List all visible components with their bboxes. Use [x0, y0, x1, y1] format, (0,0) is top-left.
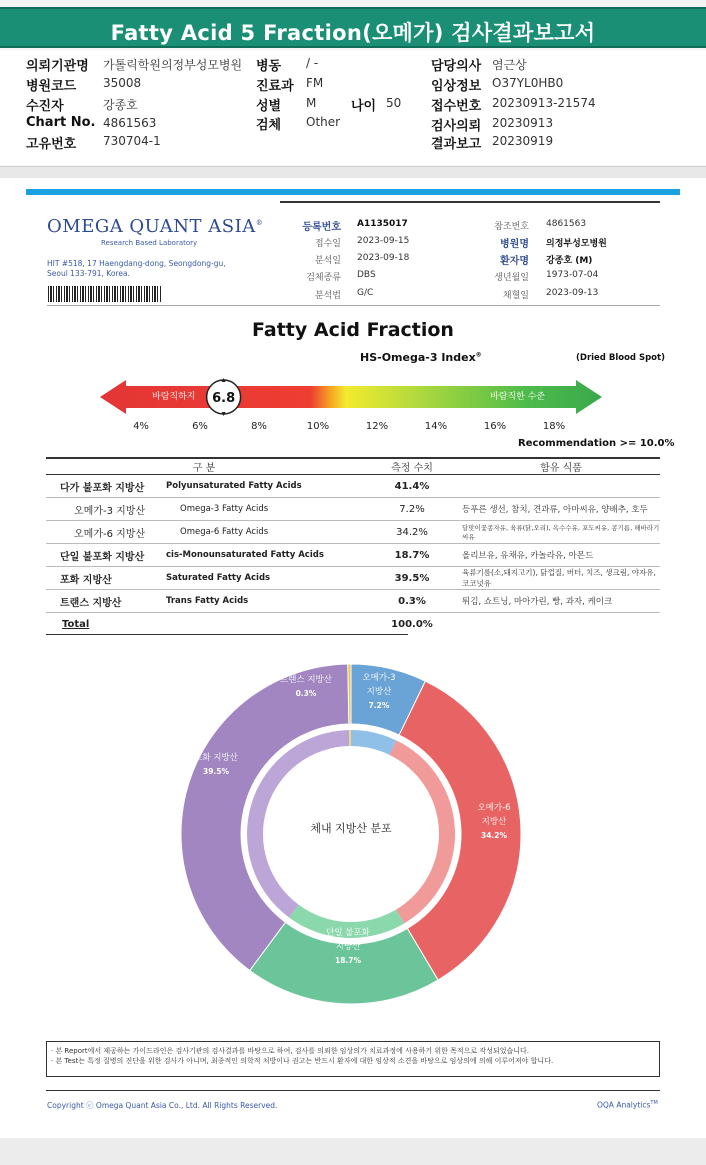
donut-label-value: 34.2% [480, 831, 508, 840]
sample-type-label: 검체종류 [306, 273, 341, 283]
total-rule [46, 634, 408, 635]
table-row [46, 498, 660, 521]
dob-value: 1973-07-04 [546, 270, 599, 280]
row-food: 등푸른 생선, 참치, 견과류, 아마씨유, 양배추, 호두 [462, 498, 660, 521]
table-row [46, 475, 660, 498]
gauge-tick-label: 12% [365, 421, 389, 432]
row-value: 41.4% [362, 475, 462, 498]
analyzed-label: 분석일 [314, 256, 341, 266]
footer-rule [46, 1090, 660, 1091]
lab-logo [47, 216, 263, 237]
donut-label-value: 0.3% [295, 689, 317, 698]
request-value: 20230913 [492, 116, 554, 130]
logo-text: OMEGA QUANT ASIA [47, 216, 256, 237]
gauge-value: 6.8 [212, 391, 236, 406]
doctor-label: 담당의사 [431, 59, 482, 74]
dept-label: 진료과 [256, 79, 294, 94]
title-bar [0, 7, 706, 48]
recv-label: 수진자 [26, 99, 64, 114]
table-row [46, 590, 660, 613]
report-title: Fatty Acid 5 Fraction(오메가) 검사결과보고서 [110, 21, 596, 45]
row-food: 달맞이꽃종자유, 육류(닭,오리), 옥수수유, 포도씨유, 콩기름, 해바라기씨유 [462, 521, 660, 544]
row-kor: 포화 지방산 [46, 567, 166, 590]
accent-bar [26, 189, 680, 195]
row-kor: 오메가-3 지방산 [46, 498, 166, 521]
fatty-acid-table [46, 457, 660, 636]
row-eng: Trans Fatty Acids [166, 590, 362, 613]
total-spacer [166, 613, 362, 636]
row-food: 튀김, 쇼트닝, 마아가린, 빵, 과자, 케이크 [462, 590, 660, 613]
barcode [48, 286, 161, 302]
note-line-2: · 본 Test는 특정 질병의 진단을 위한 검사가 아니며, 최종적인 의학적 처방이나 권고는 반드시 환자에 대한 임상적 소견을 바탕으로 임상의에 의해 이루어져야 합니다. [51, 1057, 554, 1065]
donut-inner-slice [351, 730, 397, 755]
donut-label-name: 트랜스 지방산 [280, 675, 332, 685]
gauge-tick-label: 16% [483, 421, 507, 432]
doctor-value: 염근상 [492, 58, 527, 72]
draw-date-value: 2023-09-13 [546, 288, 599, 298]
donut-center-title: 체내 지방산 분포 [310, 822, 392, 835]
notes-box [46, 1041, 660, 1077]
gauge-tick-label: 8% [251, 421, 267, 432]
omega-index-gauge [90, 368, 610, 420]
reg-value: A1135017 [357, 219, 408, 229]
lab-address-2: Seoul 133-791, Korea. [47, 269, 130, 278]
donut-label [477, 802, 510, 840]
chart-label: Chart No. [26, 115, 96, 130]
received-value: 2023-09-15 [357, 236, 410, 246]
ref-value: 4861563 [546, 219, 587, 229]
footer-brand-text: OQA Analytics [597, 1100, 651, 1110]
donut-label-name: 지방산 [335, 942, 361, 952]
row-eng: Omega-6 Fatty Acids [166, 521, 362, 544]
fatty-acid-donut-chart [176, 662, 526, 1007]
omega-index-title [360, 351, 482, 364]
gauge-tick-label: 14% [424, 421, 448, 432]
footer-brand-tm: TM [650, 1100, 658, 1106]
total-value: 100.0% [391, 618, 433, 630]
lab-tagline: Research Based Laboratory [101, 239, 198, 247]
patient-info-panel [0, 50, 706, 165]
gauge-tick-label: 6% [192, 421, 208, 432]
sex-value: M [306, 96, 317, 110]
donut-label-name: 오메가-6 [477, 803, 511, 813]
table-row [46, 544, 660, 567]
section-divider [0, 166, 706, 178]
row-eng: Polyunsaturated Fatty Acids [166, 475, 362, 498]
sex-label: 성별 [256, 99, 282, 114]
dept-value: FM [306, 76, 324, 90]
sample-type-note: (Dried Blood Spot) [576, 353, 665, 363]
row-value: 34.2% [362, 521, 462, 544]
receipt-value: 20230913-21574 [492, 96, 596, 110]
donut-label-name: 오메가-3 [362, 673, 396, 683]
donut-label-value: 18.7% [334, 956, 362, 965]
row-value: 7.2% [362, 498, 462, 521]
page-bottom [0, 1138, 706, 1165]
donut-label-name: 지방산 [481, 817, 507, 827]
report-date-value: 20230919 [492, 134, 554, 148]
gauge-tick-label: 18% [542, 421, 566, 432]
fatty-acid-title: Fatty Acid Fraction [252, 319, 454, 341]
dob-label: 생년월일 [494, 273, 529, 283]
age-value: 50 [386, 96, 402, 110]
omega-index-reg: ® [475, 351, 482, 359]
donut-label-value: 7.2% [368, 701, 390, 710]
row-eng: cis-Monounsaturated Fatty Acids [166, 544, 362, 567]
draw-date-label: 채혈일 [502, 291, 529, 301]
uid-label: 고유번호 [26, 137, 77, 152]
method-label: 분석법 [314, 291, 341, 301]
row-eng: Saturated Fatty Acids [166, 567, 362, 590]
specimen-value: Other [306, 115, 341, 129]
logo-reg: ® [255, 219, 264, 227]
total-label: Total [62, 618, 90, 630]
lab-report [0, 178, 706, 1138]
hospital-label: 병원명 [500, 239, 529, 250]
col-header-category: 구 분 [46, 458, 362, 475]
omega-index-title-text: HS-Omega-3 Index [360, 351, 476, 364]
request-label: 검사의뢰 [431, 119, 482, 134]
note-line-1: · 본 Report에서 제공하는 가이드라인은 검사기관의 검사결과를 바탕으로 하여, 검사를 의뢰한 임상의가 치료과정에 사용하기 위한 목적으로 작성되었습니다. [51, 1047, 529, 1055]
row-eng: Omega-3 Fatty Acids [166, 498, 362, 521]
gauge-tick-label: 10% [306, 421, 330, 432]
row-food: 육류기름(소,돼지고기), 닭껍질, 버터, 치즈, 생크림, 야자유, 코코넛유 [462, 567, 660, 590]
code-label: 병원코드 [26, 79, 77, 94]
donut-label-name: 지방산 [366, 687, 392, 697]
row-kor: 다가 불포화 지방산 [46, 475, 166, 498]
meta-bottom-rule [47, 305, 660, 306]
table-row [46, 521, 660, 544]
table-row [46, 567, 660, 590]
row-value: 18.7% [362, 544, 462, 567]
row-food: 올리브유, 유채유, 카놀라유, 아몬드 [462, 544, 660, 567]
gauge-good-label: 바람직한 수준 [490, 392, 546, 402]
inst-label: 의뢰기관명 [26, 59, 89, 74]
recv-value: 강종호 [103, 98, 138, 112]
inst-value: 가톨릭학원의정부성모병원 [103, 58, 243, 72]
gauge-marker [207, 378, 241, 416]
footer-brand [597, 1100, 658, 1110]
recommendation: Recommendation >= 10.0% [518, 438, 675, 449]
lab-address-1: HIT #518, 17 Haengdang-dong, Seongdong-gu, [47, 259, 226, 268]
total-food-spacer [462, 613, 660, 636]
meta-top-rule [280, 201, 660, 203]
receipt-label: 접수번호 [431, 99, 482, 114]
age-label: 나이 [351, 99, 377, 114]
clinical-label: 임상정보 [431, 79, 482, 94]
donut-label-name: 단일 불포화 [326, 928, 370, 938]
patient-label: 환자명 [500, 256, 529, 267]
hospital-value: 의정부성모병원 [546, 239, 607, 249]
gauge-tick-label: 4% [133, 421, 149, 432]
donut-slice [348, 664, 351, 724]
table-total-row [46, 613, 660, 636]
uid-value: 730704-1 [103, 134, 161, 148]
row-value: 0.3% [362, 590, 462, 613]
ref-label: 참조번호 [494, 222, 529, 232]
donut-label-value: 39.5% [202, 767, 230, 776]
donut-inner-slice [349, 730, 351, 746]
sample-type-value: DBS [357, 270, 376, 280]
received-label: 접수일 [314, 239, 341, 249]
row-food [462, 475, 660, 498]
method-value: G/C [357, 288, 374, 298]
specimen-label: 검체 [256, 118, 282, 133]
col-header-food: 함유 식품 [462, 458, 660, 475]
patient-value: 강종호 (M) [546, 256, 593, 266]
copyright: Copyright ⓒ Omega Quant Asia Co., Ltd. All Rights Reserved. [47, 1101, 278, 1110]
row-kor: 오메가-6 지방산 [46, 521, 166, 544]
code-value: 35008 [103, 76, 142, 90]
donut-label-name: 포화 지방산 [194, 753, 238, 763]
clinical-value: O37YL0HB0 [492, 76, 564, 90]
row-kor: 트랜스 지방산 [46, 590, 166, 613]
analyzed-value: 2023-09-18 [357, 253, 410, 263]
report-date-label: 결과보고 [431, 137, 482, 152]
chart-value: 4861563 [103, 116, 157, 130]
row-kor: 단일 불포화 지방산 [46, 544, 166, 567]
row-value: 39.5% [362, 567, 462, 590]
ward-value: / - [306, 56, 319, 70]
col-header-value: 측정 수치 [362, 458, 462, 475]
gauge-bad-label: 바람직하지 [152, 392, 196, 402]
ward-label: 병동 [256, 59, 282, 74]
reg-label: 등록번호 [302, 222, 341, 233]
